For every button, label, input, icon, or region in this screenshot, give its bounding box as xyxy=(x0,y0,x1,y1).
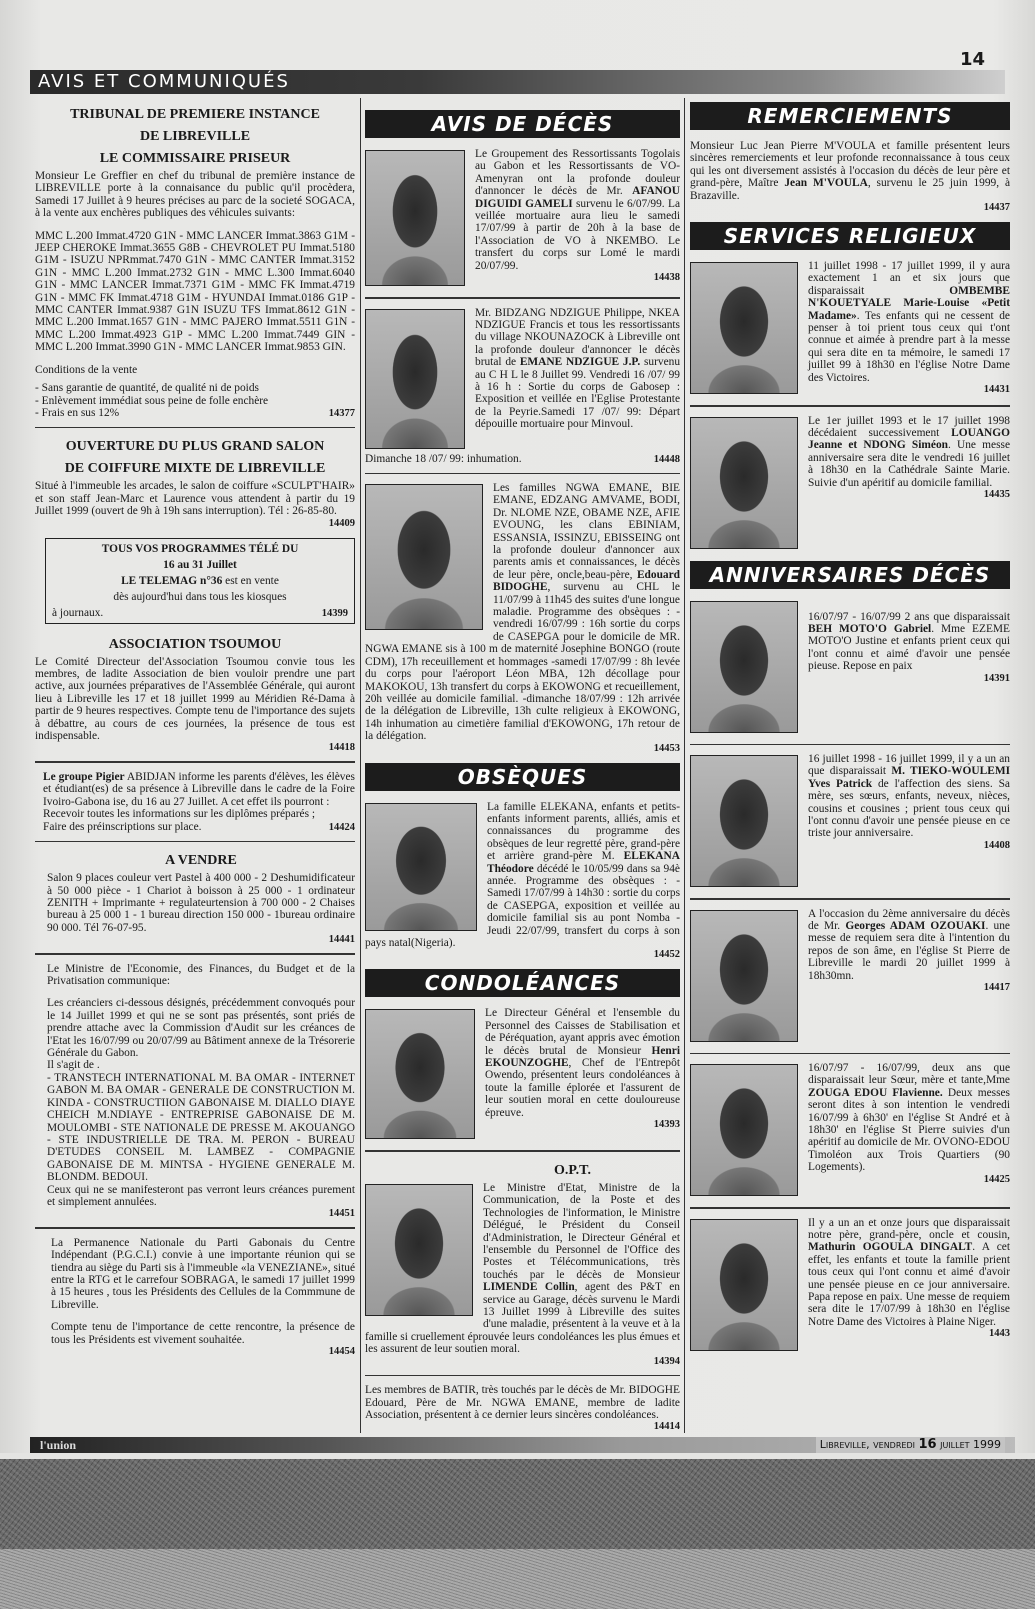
anniversary-notice: 16 juillet 1998 - 16 juillet 1999, il y a un an que disparaissait M. TIEKO-WOULEMI Yves Patrick de l'affection des siens. Sa mère, ses sœurs, enfants, neveux, nièces, cousins et cousines ; prient tous ceux qui l'ont connu d'avoir une pensée pieuse en ce triste jour anniversaire. 14408 xyxy=(690,753,1010,891)
scan-background xyxy=(0,1459,1035,1549)
divider xyxy=(35,953,355,955)
deceased-name: M. TIEKO-WOULEMI Yves Patrick xyxy=(808,765,1010,790)
notice-heading: LE COMMISSAIRE PRISEUR xyxy=(99,151,291,166)
condition-item: - Sans garantie de quantité, de qualité ni de poids xyxy=(35,382,259,395)
section-header-obseques: OBSÈQUES xyxy=(365,763,680,791)
ad-reference: 14431 xyxy=(983,384,1010,396)
telemag-box xyxy=(45,538,355,624)
ad-reference: 14399 xyxy=(321,607,348,619)
telemag-line: 16 au 31 Juillet xyxy=(163,558,237,571)
divider xyxy=(35,761,355,763)
deceased-name: BEH MOTO'O Gabriel xyxy=(808,622,932,635)
ad-reference: 14452 xyxy=(653,949,680,961)
portrait-photo xyxy=(690,910,798,1042)
ad-reference: 1443 xyxy=(989,1328,1010,1340)
notice-body: La Permanence Nationale du Parti Gabonais du Centre Indépendant (P.G.C.I.) convie à une importante réunion qui se tiendra au siège du Parti sis à l'immeuble «la VENEZIANE», situé entre la RTG et le carrefour SOBRAGA, le samedi 17 juillet 1999 à 15 heures , tous les Présidents des Cellules de la Commmune de Libreville. xyxy=(51,1236,355,1311)
ad-reference: 14435 xyxy=(983,488,1010,500)
salon-notice xyxy=(35,436,355,529)
ad-reference: 14391 xyxy=(983,672,1010,684)
notice-heading: ASSOCIATION TSOUMOU xyxy=(108,636,282,652)
telemag-line: TOUS VOS PROGRAMMES TÉLÉ DU xyxy=(101,542,299,555)
notice-line: Recevoir toutes les informations sur les diplômes préparés ; xyxy=(43,808,316,821)
portrait-photo xyxy=(690,755,798,887)
deceased-name: Henri EKOUNZOGHE xyxy=(485,1044,680,1070)
divider xyxy=(690,405,1010,407)
notice-body: Le Comité Directeur del'Association Tsoumou convie tous les membres, de ladite Association de bien vouloir prendre une part active, aux journées préparatives de l'Assemblée Générale, qui auront lieu à Libreville les 17 et 18 juillet 1999 au Méridien Ré-Dama à partir de 9 heures respectives. Compte tenu de l'importance des sujets à débattre, au cours de ces journées, la présence de tous est indispensable. xyxy=(35,655,355,743)
notice-body: Monsieur Le Greffier en chef du tribunal de première instance de LIBREVILLE porte à la connaisance du public qu'il procèdera, Samedi 17 Juillet à 9 heures précises au parc de la societé SOGACA, à la vente aux enchères publiques des véhicules suivants: xyxy=(35,170,355,220)
deceased-name: AFANOU DIGUIDI GAMELI xyxy=(475,185,680,210)
section-header-anniversaires: ANNIVERSAIRES DÉCÈS xyxy=(690,561,1010,589)
vehicle-list: MMC L.200 Immat.4720 G1N - MMC LANCER Immat.3863 G1M - JEEP CHEROKE Immat.3655 G8B - CHEVROLET PU Immat.5180 G1M - ISUZU NPRmmat.7470 G1N - MMC CANTER Immat.3152 G1N - MMC L.200 Immat.2732 G1N - MMC L.300 Immat.6040 G1N - MMC LANCER Immat.7371 G1M - MMC FK Immat.4719 G1N - MMC FK Immat.4718 G1M - HYUNDAI Immat.0186 G1P - MMC CANTER Immat.9387 G1N ISUZU TFS Immat.8612 G1N - MMC L.200 Immat.1657 G1N - MMC PAJERO Immat.5511 G1N - MMC L.200 Immat.4923 G1P - MMC L.200 Immat.7449 GIN - MMC L.200 Immat.3990 G1N - MMC LANCER Immat.9853 GIN. xyxy=(35,229,355,354)
pgci-notice xyxy=(35,1237,355,1358)
religious-service-notice: 11 juillet 1998 - 17 juillet 1999, il y aura exactement 1 an et six jours que disparaissait OMBEMBE N'KOUETYALE Marie-Louise «Petit Madame». Tes enfants qui ne cessent de penser à toi prient tous ceux qui t'ont connue et aimée à prendre part à la messe qui sera dite en ta mémoire, le samedi 17 juillet 99 à 18h30 en l'église Notre Dame des Victoires. 14431 xyxy=(690,260,1010,398)
portrait-photo xyxy=(365,309,465,449)
section-header-services-religieux: SERVICES RELIGIEUX xyxy=(690,222,1010,250)
notice-heading: O.P.T. xyxy=(554,1162,591,1178)
telemag-line: à journaux. xyxy=(52,606,104,619)
anniversary-notice: 16/07/97 - 16/07/99 2 ans que disparaissait BEH MOTO'O Gabriel. Mme EZEME MOTO'O Justine et enfants prient ceux qui l'ont connu et aimé d'avoir une pensée pieuse. Repose en paix 14391 xyxy=(690,599,1010,737)
ad-reference: 14451 xyxy=(328,1208,355,1220)
ad-reference: 14437 xyxy=(983,202,1010,214)
notice-closing: Compte tenu de l'importance de cette rencontre, la présence de tous les Présidents est vivement souhaitée. xyxy=(51,1321,355,1346)
deceased-name: Georges ADAM OZOUAKI xyxy=(845,919,986,932)
notice-closing: Ceux qui ne se manifesteront pas verront leurs créances purement et simplement annulées. xyxy=(47,1183,355,1208)
thanks-notice: Monsieur Luc Jean Pierre M'VOULA et famille présentent leurs sincères remerciements et leur profonde reconnaissance à tous ceux qui les ont diversement assistés à l'occasion du décès de leur père et grand-père, Maître Jean M'VOULA, survenu le 25 juin 1999, à Brazaville. 14437 xyxy=(690,140,1011,214)
section-banner xyxy=(30,70,1005,94)
issue-date: Libreville, vendredi 16 juillet 1999 xyxy=(816,1437,1005,1453)
telemag-line: dès aujourd'hui dans tous les kiosques xyxy=(113,590,287,603)
ad-reference: 14393 xyxy=(653,1119,680,1131)
batir-notice: Les membres de BATIR, très touchés par le décès de Mr. BIDOGHE Edouard, Père de Mr. NGWA EMANE, membre de ladite Association, présentent à ce dernier leurs sincères condoléances. 14414 xyxy=(365,1384,680,1433)
divider xyxy=(35,1227,355,1229)
notice-intro: Le Ministre de l'Economie, des Finances, du Budget et de la Privatisation communique: xyxy=(47,962,355,988)
section-header-avis-deces: AVIS DE DÉCÈS xyxy=(365,110,680,138)
portrait-photo xyxy=(690,262,798,394)
section-header-remerciements: REMERCIEMENTS xyxy=(690,102,1010,130)
divider xyxy=(690,744,1010,746)
ad-reference: 14394 xyxy=(653,1355,680,1367)
divider xyxy=(365,1375,680,1377)
page-number: 14 xyxy=(960,49,986,70)
divider xyxy=(690,1207,1010,1209)
ad-reference: 14453 xyxy=(653,742,680,754)
funeral-notice: La famille ELEKANA, enfants et petits-enfants informent parents, alliés, amis et connaissances du programme des obsèques de leur regretté père, grand-père et arrière grand-père M. ELEKANA Théodore décédé le 10/05/99 dans sa 94è année. Programme des obsèques : -Samedi 17/07/99 à 14h30 : sortie du corps de CASEPGA, exposition et veillée au domicile familial sis au pont Nomba -Jeudi 22/07/99, transfert du corps à son pays natal(Nigeria). 14452 xyxy=(365,800,680,961)
advertiser-name: Le groupe Pigier xyxy=(43,770,125,783)
notice-heading: DE COIFFURE MIXTE DE LIBREVILLE xyxy=(64,461,326,477)
association-notice xyxy=(35,634,355,755)
notice-heading: DE LIBREVILLE xyxy=(139,129,251,144)
condolence-notice: Le Directeur Général et l'ensemble du Personnel des Caisses de Stabilisation et de Péréquation, ayant appris avec émotion le décès brutal de Monsieur Henri EKOUNZOGHE, Chef de l'Entrepôt Owendo, présentent leurs condoléances à toute la famille éplorée et l'assurent de leur soutien moral en cette douloureuse épreuve. 14393 xyxy=(365,1007,680,1143)
scan-background xyxy=(0,1549,1035,1609)
deceased-name: Jean M'VOULA xyxy=(784,177,868,190)
deceased-name: Edouard BIDOGHE xyxy=(493,568,680,594)
telemag-line: est en vente xyxy=(225,574,279,587)
ad-reference: 14454 xyxy=(328,1346,355,1358)
ad-reference: 14441 xyxy=(328,934,355,946)
divider xyxy=(690,898,1010,900)
death-notice: Mr. BIDZANG NDZIGUE Philippe, NKEA NDZIGUE Francis et tous les ressortissants du village NKOUNAZOCK à Libreville ont la profonde douleur d'annoncer le décès brutal de EMANE NDZIGUE J.P. survenu au C H L le 8 Juillet 99. Vendredi 16 /07/ 99 à 16 h : Sortie du corps de Gabosep : Exposition et veillée en l'Eglise Protestante de la Peyrie.Samedi 17 /07/ 99: Départ dépouille mortuaire pour Minvoul. Dimanche 18 /07/ 99: inhumation. 14448 xyxy=(365,306,681,465)
telemag-issue: LE TELEMAG n°36 xyxy=(121,574,223,587)
notice-body: Les créanciers ci-dessous désignés, précédemment convoqués pour le 14 Juillet 1999 et qui ne se sont pas présentés, sont priés de prendre attache avec la Commission d'Audit sur les créances de l'Etat les 16/07/99 ou 20/07/99 au Bâtiment annexe de la Trésorerie Générale du Gabon. xyxy=(47,997,355,1060)
religious-service-notice: Le 1er juillet 1993 et le 17 juillet 1998 décédaient successivement LOUANGO Jeanne et NDONG Siméon. Une messe anniversaire sera dite le vendredi 16 juillet à 18h30 en la Cathédrale Sainte Marie. Suivie d'un apéritif au domicile familial. 14435 xyxy=(690,415,1010,553)
divider xyxy=(365,473,680,475)
ad-reference: 14425 xyxy=(983,1173,1010,1185)
ad-reference: 14438 xyxy=(653,272,680,284)
section-title: AVIS ET COMMUNIQUÉS xyxy=(38,71,290,92)
deceased-name: ELEKANA Théodore xyxy=(487,850,680,875)
anniversary-notice: 16/07/97 - 16/07/99, deux ans que disparaissait leur Sœur, mère et tante,Mme ZOUGA EDOU Flavienne. Deux messes seront dites à son intention le vendredi 16/07/99 à 6h30' en l'église St André et à 18h30' en l'église St Pierre suivies d'un apéritif au domicile de Mr. OVONO-EDOU Timoléon aux Trois Quartiers (90 Logements). 14425 xyxy=(690,1062,1010,1200)
ad-reference: 14418 xyxy=(328,742,355,754)
deceased-name: OMBEMBE N'KOUETYALE Marie-Louise «Petit Madame» xyxy=(808,284,1010,322)
creditor-list: - TRANSTECH INTERNATIONAL M. BA OMAR - INTERNET GABON M. BA OMAR - GENERALE DE CONSTRUCTION M. KINDA - CONSTRUCTIION GABONAISE M. DIALLO DIAYE CHEICH M.NDIAYE - ENTREPRISE GABONAISE DE M. MOULOMBI - STE NATIONALE DE PRESSE M. AKOUANGO - STE INDUSTRIELLE DE TRA. M. PERON - BUREAU D'ETUDES CONSEIL M. LAMBEZ - COMPAGNIE GABONAISE DE M. MINTSA - HYGIENE GENERALE M. BLONDM. BEDOUI. xyxy=(47,1071,355,1184)
deceased-name: EMANE NDZIGUE J.P. xyxy=(519,356,641,369)
divider xyxy=(35,841,355,843)
columns xyxy=(0,98,1035,1433)
notice-heading: TRIBUNAL DE PREMIERE INSTANCE xyxy=(70,107,320,122)
ad-reference: 14414 xyxy=(653,1421,680,1433)
portrait-photo xyxy=(690,1219,798,1351)
portrait-photo xyxy=(365,1009,475,1139)
left-column xyxy=(35,98,360,1433)
divider xyxy=(35,427,355,429)
divider xyxy=(365,297,680,299)
ad-reference: 14417 xyxy=(983,981,1010,993)
page-footer xyxy=(30,1437,1015,1453)
notice-body: Salon 9 places couleur vert Pastel à 400 000 - 2 Deshumidificateur à 50 000 pièce - 1 Chariot à boisson à 25 000 - 1 ordinateur ZENITH + Imprimante + regulateurtension à 700 000 - 2 Chaises bureau à 25 000 1 - 1 bureau direction 150 000 - 1bureau ordinaire 90 000. Tél 76-07-95. xyxy=(47,872,355,934)
divider xyxy=(365,1150,680,1152)
ministry-notice xyxy=(35,963,355,1221)
ad-reference: 14409 xyxy=(328,517,355,529)
portrait-photo xyxy=(690,417,798,549)
notice-body: Le groupe Pigier ABIDJAN informe les parents d'élèves, les élèves et étudiant(es) de sa présence à Libreville dans le cadre de la Foire Ivoiro-Gabona ise, du 16 au 27 Juillet. A cet effet ils pourront : xyxy=(43,770,355,808)
conditions-title: Conditions de la vente xyxy=(35,363,138,376)
tribunal-notice xyxy=(35,104,355,420)
condition-item: - Frais en sus 12% xyxy=(35,406,120,419)
notice-line: Faire des préinscriptions sur place. xyxy=(43,820,202,833)
ad-reference: 14448 xyxy=(653,453,680,465)
condition-item: - Enlèvement immédiat sous peine de folle enchère xyxy=(35,394,269,407)
death-notice: Le Groupement des Ressortissants Togolais au Gabon et les Ressortissants de VO-Amenyran ont la profonde douleur d'annoncer le décès de Mr. AFANOU DIGUIDI GAMELI survenu le 6/07/99. La veillée mortuaire aura lieu le samedi 17/07/99 à partir de 20h à la base de l'Association de VO à NKEMBO. Le transfert du corps sur Lomé le mardi 20/07/99. 14438 xyxy=(365,148,680,290)
notice-body: Situé à l'immeuble les arcades, le salon de coiffure «SCULPT'HAIR» et son staff Jean-Marc et Laurence vous attendent à partir du 19 Juillet 1999 (ouvert de 9h à 19h sans interruption). Tél : 26-85-80. xyxy=(35,480,355,518)
deceased-name: ZOUGA EDOU Flavienne. xyxy=(808,1086,943,1099)
divider xyxy=(690,1053,1010,1055)
pigier-notice xyxy=(35,771,355,834)
ad-reference: 14377 xyxy=(328,407,355,419)
middle-column xyxy=(360,98,684,1433)
deceased-name: LOUANGO Jeanne et NDONG Siméon xyxy=(808,426,1010,452)
opt-condolence-notice: O.P.T. Le Ministre d'Etat, Ministre de la Communication, de la Poste et des Technologies de l'information, le Ministre Délégué, le Président du Conseil d'Administration, le Directeur Général et l'ensemble du Personnel de l'Office des Postes et Télécommunications, très touchés par le décès de Monsieur LIMENDE Collin, agent des P&T en service au Garage, décès survenu le Mardi 13 Juillet 1999 à Libreville des suites d'une maladie, présentent à la veuve et à la famille si cruellement éprouvée leurs condoléances les plus émues et les assurent de leur soutien moral. 14394 xyxy=(365,1160,680,1368)
death-notice: Les familles NGWA EMANE, BIE EMANE, EDZANG AMVAME, BODI, Dr. NLOME NZE, OBAME NZE, AFIE EVOUNG, les clans EBINIAM, ESSANSIA, ISSINZU, EBISSEING ont la profonde douleur d'annoncer aux parents amis et connaissances, le décès de leur père, oncle,beau-père, Edouard BIDOGHE, survenu au CHL le 11/07/99 à 11h45 des suites d'une longue maladie. Programme des obsèques : - vendredi 16/07/99 : 16h sortie du corps de CASEPGA pour le domicile de MR. NGWA EMANE sis à 100 m de maternité Josephine BONGO (route CDM), 17h receuillement et hommages -samedi 17/07/99 : 8h levée du corps pour l'aéroport Léon MBA, 12h décollage pour MAKOKOU, 13h transfert du corps à EKOWONG et recueillement, 20h veillée au domicile familial. -dimanche 18/07/99 : 12h arrivée de la délégation de Libreville, 13h culte religieux à EKOWONG, 14h inhumation au cimetière familial d'EKOWONG, 17h retour de la délégation. 14453 xyxy=(365,482,680,754)
anniversary-notice: A l'occasion du 2ème anniversaire du décès de Mr. Georges ADAM OZOUAKI. une messe de requiem sera dite à l'intention du repos de son âme, en l'église St Pierre de Libreville le mardi 20 juillet 1999 à 18h30mn. 14417 xyxy=(690,908,1010,1046)
portrait-photo xyxy=(690,601,798,733)
right-column xyxy=(684,98,1014,1433)
deceased-name: LIMENDE Collin xyxy=(483,1281,575,1294)
section-header-condoleances: CONDOLÉANCES xyxy=(365,969,680,997)
notice-lead: Il s'agit de . xyxy=(47,1059,100,1072)
portrait-photo xyxy=(365,803,477,931)
notice-heading: A VENDRE xyxy=(165,853,237,869)
ad-reference: 14408 xyxy=(983,839,1010,851)
for-sale-notice xyxy=(35,850,355,946)
portrait-photo xyxy=(365,150,465,286)
notice-heading: OUVERTURE DU PLUS GRAND SALON xyxy=(65,439,325,455)
anniversary-notice: Il y a un an et onze jours que disparaissait notre père, grand-père, oncle et cousin, Mathurin OGOULA DINGALT. A cet effet, les enfants et toute la famille prient tous ceux qui l'ont connu et aimé d'avoir une pensée pieuse en ce jour anniversaire. Papa repose en paix. Une messe de requiem sera dite le 17/07/99 à 18h30 en l'église Notre Dame des Victoires à Plaine Niger. 1443 xyxy=(690,1217,1010,1355)
portrait-photo xyxy=(365,1184,473,1316)
deceased-name: Mathurin OGOULA DINGALT xyxy=(808,1241,973,1254)
ad-reference: 14424 xyxy=(328,821,355,833)
newspaper-logo: l'union xyxy=(40,1438,77,1453)
portrait-photo xyxy=(690,1064,798,1196)
portrait-photo xyxy=(365,484,483,630)
